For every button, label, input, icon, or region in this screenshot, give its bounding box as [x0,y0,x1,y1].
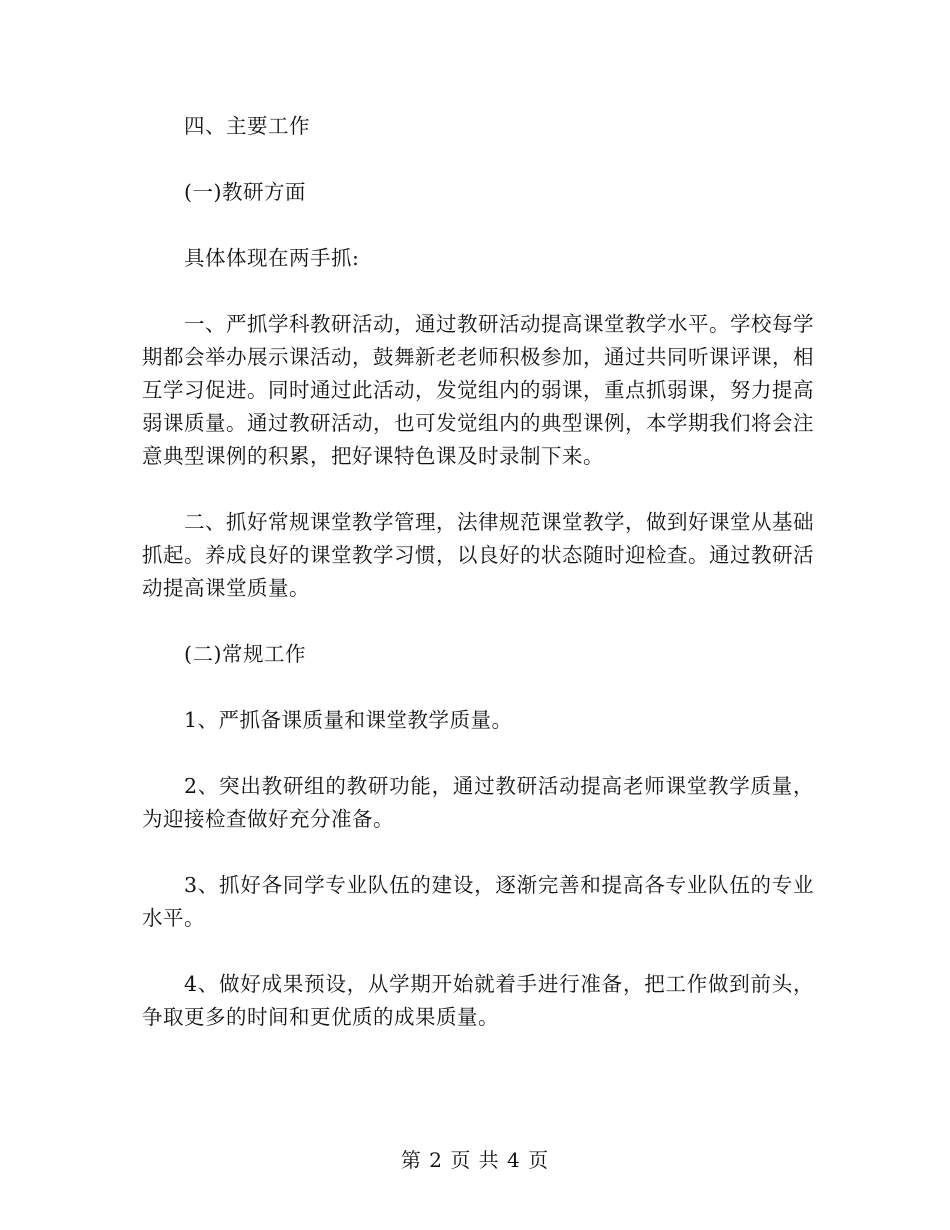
subsection-heading: (一)教研方面 [184,180,306,204]
paragraph: 一、严抓学科教研活动，通过教研活动提高课堂教学水平。学校每学期都会举办展示课活动，鼓舞新老老师积极参加，通过共同听课评课，相互学习促进。同时通过此活动，发觉组内的弱课，重点抓弱课，努力提高弱课质量。通过教研活动，也可发觉组内的典型课例，本学期我们将会注意典型课例的积累，把好课特色课及时录制下来。 [142,312,814,468]
list-item: 2、突出教研组的教研功能，通过教研活动提高老师课堂教学质量，为迎接检查做好充分准备。 [142,774,814,831]
page-number-footer: 第 2 页 共 4 页 [400,1148,550,1172]
paragraph: 具体体现在两手抓: [184,246,360,270]
paragraph: 二、抓好常规课堂教学管理，法律规范课堂教学，做到好课堂从基础抓起。养成良好的课堂教学习惯，以良好的状态随时迎检查。通过教研活动提高课堂质量。 [142,510,814,600]
document-body [142,110,814,1067]
list-item: 3、抓好各同学专业队伍的建设，逐渐完善和提高各专业队伍的专业水平。 [142,873,814,930]
list-item: 4、做好成果预设，从学期开始就着手进行准备，把工作做到前头，争取更多的时间和更优质的成果质量。 [142,972,814,1029]
list-item: 1、严抓备课质量和课堂教学质量。 [184,708,513,732]
subsection-heading: (二)常规工作 [184,642,306,666]
section-heading: 四、主要工作 [184,114,310,138]
